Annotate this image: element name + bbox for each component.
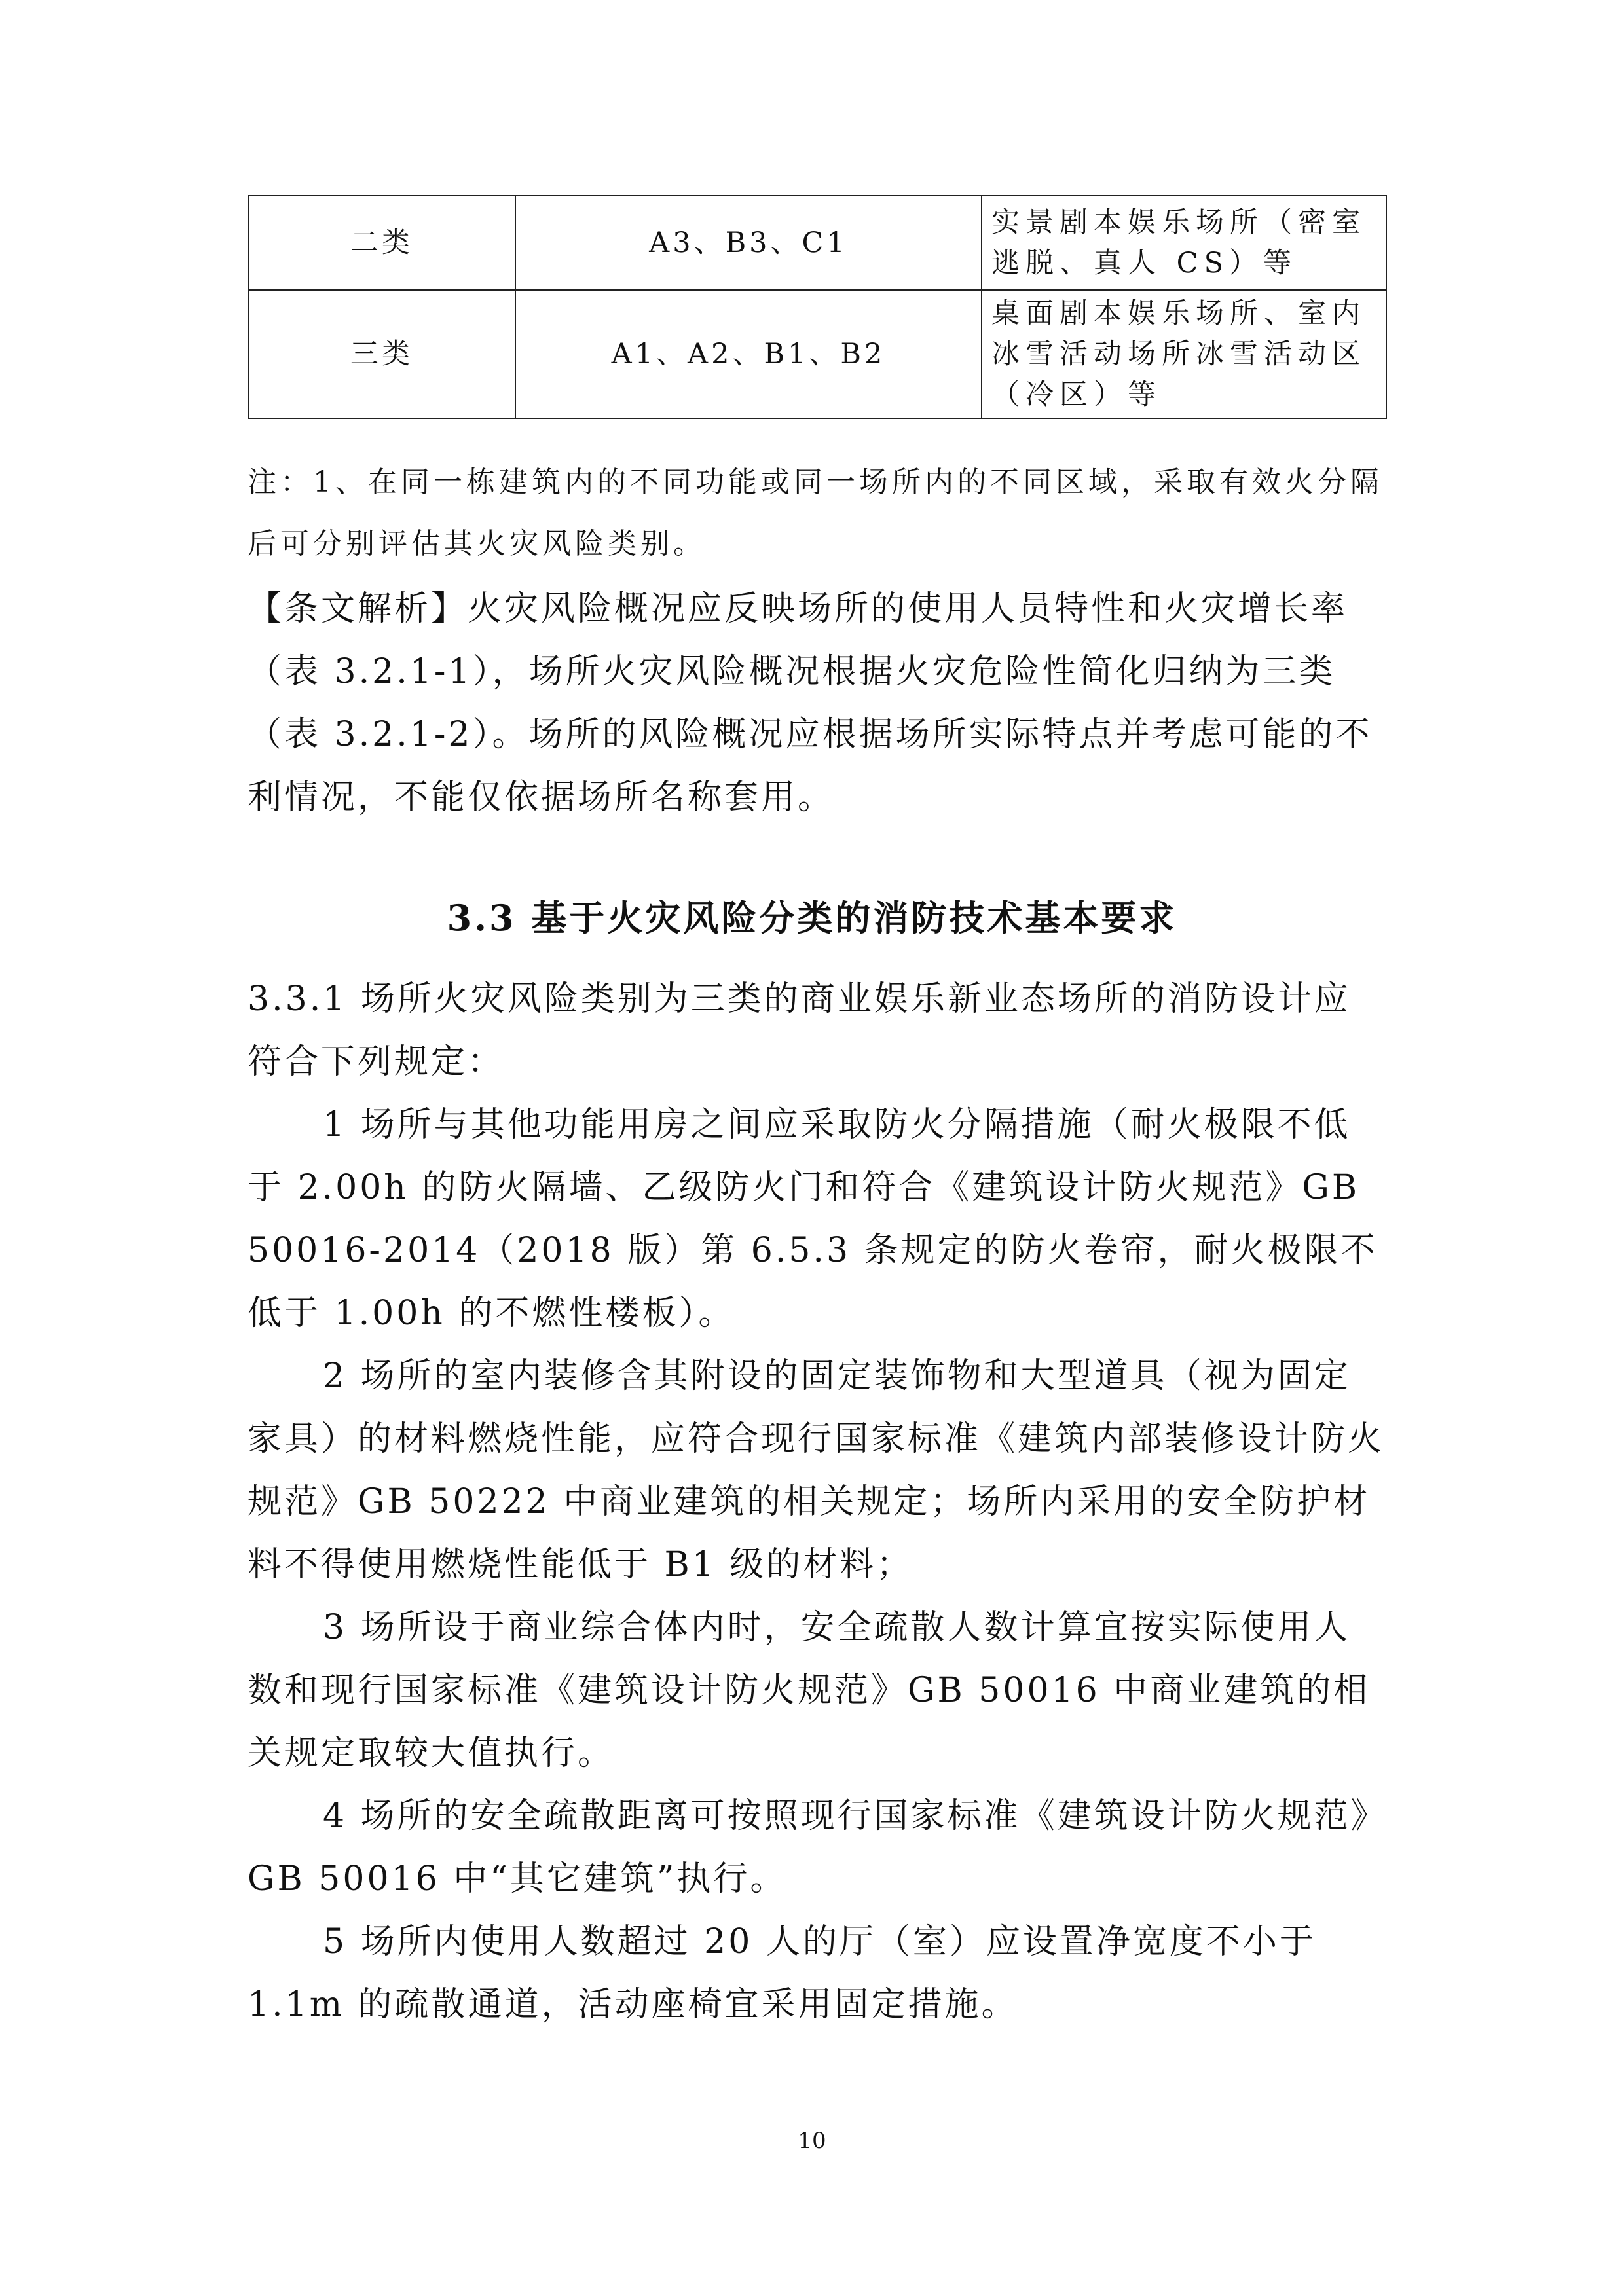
table-note: 注：1、在同一栋建筑内的不同功能或同一场所内的不同区域，采取有效火分隔后可分别评估其火灾风险类别。 [248,465,1383,560]
clause-analysis-paragraph: 【条文解析】火灾风险概况应反映场所的使用人员特性和火灾增长率（表 3.2.1-1），场所火灾风险概况根据火灾危险性简化归纳为三类（表 3.2.1-2）。场所的风险概况应根据场所实际特点并考虑可能的不利情况，不能仅依据场所名称套用。 [248,589,1373,817]
table-row [248,196,1386,290]
clause-3-3-1: 3.3.1 场所火灾风险类别为三类的商业娱乐新业态场所的消防设计应符合下列规定： [248,979,1351,1082]
venue-examples-cell: 桌面剧本娱乐场所、室内冰雪活动场所冰雪活动区（冷区）等 [982,290,1386,418]
section-heading: 3.3 基于火灾风险分类的消防技术基本要求 [447,897,1177,939]
fire-risk-category-table [248,195,1387,419]
risk-category-cell: 二类 [248,196,515,290]
scenario-codes-cell: A3、B3、C1 [515,196,982,290]
requirement-item-5: 5 场所内使用人数超过 20 人的厅（室）应设置净宽度不小于 1.1m 的疏散通道，活动座椅宜采用固定措施。 [248,1922,1316,2024]
requirement-item-4: 4 场所的安全疏散距离可按照现行国家标准《建筑设计防火规范》GB 50016 中“其它建筑”执行。 [248,1796,1371,1899]
requirement-item-3: 3 场所设于商业综合体内时，安全疏散人数计算宜按实际使用人数和现行国家标准《建筑设计防火规范》GB 50016 中商业建筑的相关规定取较大值执行。 [248,1608,1371,1773]
table-row [248,290,1386,418]
scenario-codes-cell: A1、A2、B1、B2 [515,290,982,418]
requirement-item-2: 2 场所的室内装修含其附设的固定装饰物和大型道具（视为固定家具）的材料燃烧性能，应符合现行国家标准《建筑内部装修设计防火规范》GB 50222 中商业建筑的相关规定；场所内采用的安全防护材料不得使用燃烧性能低于 B1 级的材料； [248,1357,1385,1584]
requirement-item-1: 1 场所与其他功能用房之间应采取防火分隔措施（耐火极限不低于 2.00h 的防火隔墙、乙级防火门和符合《建筑设计防火规范》GB 50016-2014（2018 版）第 6.5.3 条规定的防火卷帘，耐火极限不低于 1.00h 的不燃性楼板）。 [248,1105,1378,1333]
page-number: 10 [798,2128,826,2154]
venue-examples-cell: 实景剧本娱乐场所（密室逃脱、真人 CS）等 [982,196,1386,290]
risk-category-cell: 三类 [248,290,515,418]
